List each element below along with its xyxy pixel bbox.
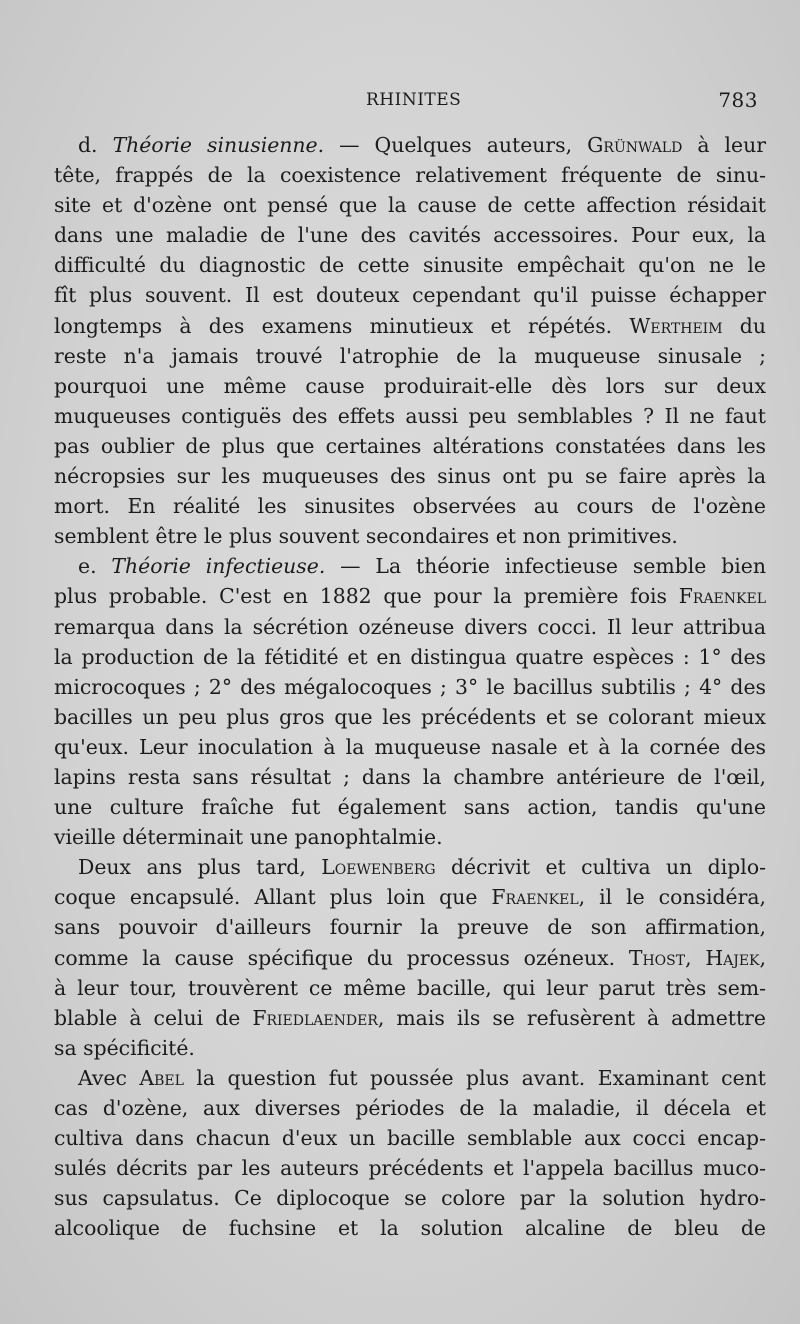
text-run: pas oublier de plus que certaines altérations constatées dans les <box>54 433 766 458</box>
text-line <box>54 1213 766 1243</box>
author-name: Hajek <box>705 945 760 970</box>
body-text <box>54 130 766 1243</box>
text-run: cas d'ozène, aux diverses périodes de la maladie, il décela et <box>54 1096 766 1120</box>
text-run: longtemps à des examens minutieux et répétés. <box>54 313 630 338</box>
text-run: une culture fraîche fut également sans action, tandis qu'une <box>54 795 766 820</box>
text-run: la production de la fétidité et en distingua quatre espèces : 1° des <box>54 644 766 669</box>
text-line <box>54 160 766 190</box>
text-line <box>54 1063 766 1093</box>
text-run: , <box>759 945 766 970</box>
text-run: sans pouvoir d'ailleurs fournir la preuve de son affirmation, <box>54 915 766 940</box>
text-line <box>54 672 766 702</box>
page-number: 783 <box>718 88 758 112</box>
text-line <box>54 551 766 581</box>
author-name: Abel <box>139 1065 184 1090</box>
text-run: qu'eux. Leur inoculation à la muqueuse nasale et à la cornée des <box>54 734 766 759</box>
text-run: Avec <box>78 1065 140 1090</box>
text-line <box>54 973 766 1003</box>
text-line <box>54 220 766 250</box>
text-run: alcoolique de fuchsine et la solution alcaline de bleu de <box>54 1216 766 1241</box>
text-run: d. <box>78 133 113 157</box>
text-line <box>54 581 766 611</box>
text-line <box>54 1003 766 1033</box>
text-line <box>54 762 766 792</box>
author-name: Loewenberg <box>321 855 436 880</box>
page-header <box>0 88 800 116</box>
text-line <box>54 1153 766 1183</box>
text-run: tête, frappés de la coexistence relativement fréquente de sinu- <box>54 163 766 188</box>
text-run: bacilles un peu plus gros que les précédents et se colorant mieux <box>54 704 766 729</box>
text-line <box>54 461 766 491</box>
text-run: mort. En réalité les sinusites observées au cours de l'ozène <box>54 494 766 519</box>
text-run: pourquoi une même cause produirait-elle dès lors sur deux <box>54 373 766 398</box>
text-run: sus capsulatus. Ce diplocoque se colore par la solution hydro- <box>54 1186 766 1211</box>
text-run: — Quelques auteurs, <box>324 133 588 157</box>
text-line <box>54 912 766 942</box>
text-run: nécropsies sur les muqueuses des sinus ont pu se faire après la <box>54 464 766 489</box>
text-run: vieille déterminait une panophtalmie. <box>54 825 443 850</box>
text-run: blable à celui de <box>54 1005 253 1030</box>
text-line <box>54 852 766 882</box>
text-line <box>54 341 766 371</box>
text-line <box>54 943 766 973</box>
text-run: la question fut poussée plus avant. Examinant cent <box>183 1065 766 1090</box>
text-line <box>54 250 766 280</box>
text-line <box>54 190 766 220</box>
running-title: RHINITES <box>366 90 462 110</box>
text-run: cultiva dans chacun d'eux un bacille semblable aux cocci encap- <box>54 1126 766 1151</box>
text-line <box>54 130 766 160</box>
text-run: coque encapsulé. Allant plus loin que <box>54 885 492 910</box>
text-line <box>54 822 766 852</box>
text-line <box>54 371 766 401</box>
text-run: — La théorie infectieuse semble bien <box>325 554 766 579</box>
text-run: du <box>722 313 766 338</box>
text-run: lapins resta sans résultat ; dans la chambre antérieure de l'œil, <box>54 764 766 789</box>
text-run: , <box>685 945 706 970</box>
text-run: reste n'a jamais trouvé l'atrophie de la muqueuse sinusale ; <box>54 343 766 368</box>
section-heading: Théorie sinusienne. <box>112 133 325 157</box>
text-run: fît plus souvent. Il est douteux cependant qu'il puisse échapper <box>54 283 766 308</box>
text-run: Deux ans plus tard, <box>78 855 322 880</box>
text-run: à leur <box>682 133 766 157</box>
text-run: microcoques ; 2° des mégalocoques ; 3° le bacillus subtilis ; 4° des <box>54 674 766 699</box>
author-name: Wertheim <box>629 313 723 338</box>
text-line <box>54 1183 766 1213</box>
text-line <box>54 642 766 672</box>
text-line <box>54 882 766 912</box>
text-run: sa spécificité. <box>54 1035 195 1060</box>
text-run: comme la cause spécifique du processus ozéneux. <box>54 945 629 970</box>
text-line <box>54 1123 766 1153</box>
text-line <box>54 792 766 822</box>
author-name: Friedlaender <box>252 1005 378 1030</box>
text-line <box>54 401 766 431</box>
text-run: plus probable. C'est en 1882 que pour la première fois <box>54 584 679 609</box>
text-line <box>54 702 766 732</box>
author-name: Thost <box>628 945 686 970</box>
text-line <box>54 431 766 461</box>
text-run: , mais ils se refusèrent à admettre <box>377 1005 766 1030</box>
text-line <box>54 612 766 642</box>
text-run: muqueuses contiguës des effets aussi peu semblables ? Il ne faut <box>54 403 766 428</box>
text-run: , il le considéra, <box>578 885 766 910</box>
text-run: site et d'ozène ont pensé que la cause de cette affection résidait <box>54 193 766 218</box>
text-line <box>54 1033 766 1063</box>
author-name: Fraenkel <box>678 584 766 609</box>
text-line <box>54 311 766 341</box>
text-run: e. <box>78 554 112 579</box>
text-run: semblent être le plus souvent secondaires et non primitives. <box>54 524 678 549</box>
text-run: décrivit et cultiva un diplo- <box>435 855 766 880</box>
text-run: à leur tour, trouvèrent ce même bacille, qui leur parut très sem- <box>54 975 766 1000</box>
text-line <box>54 521 766 551</box>
text-run: difficulté du diagnostic de cette sinusite empêchait qu'on ne le <box>54 253 766 278</box>
author-name: Fraenkel <box>491 885 579 910</box>
section-heading: Théorie infectieuse. <box>111 554 326 579</box>
text-run: sulés décrits par les auteurs précédents et l'appela bacillus muco- <box>54 1156 766 1181</box>
text-line <box>54 280 766 310</box>
text-line <box>54 1093 766 1123</box>
text-line <box>54 732 766 762</box>
text-line <box>54 491 766 521</box>
author-name: Grünwald <box>587 133 683 157</box>
text-run: dans une maladie de l'une des cavités accessoires. Pour eux, la <box>54 223 766 248</box>
text-run: remarqua dans la sécrétion ozéneuse divers cocci. Il leur attribua <box>54 614 766 639</box>
